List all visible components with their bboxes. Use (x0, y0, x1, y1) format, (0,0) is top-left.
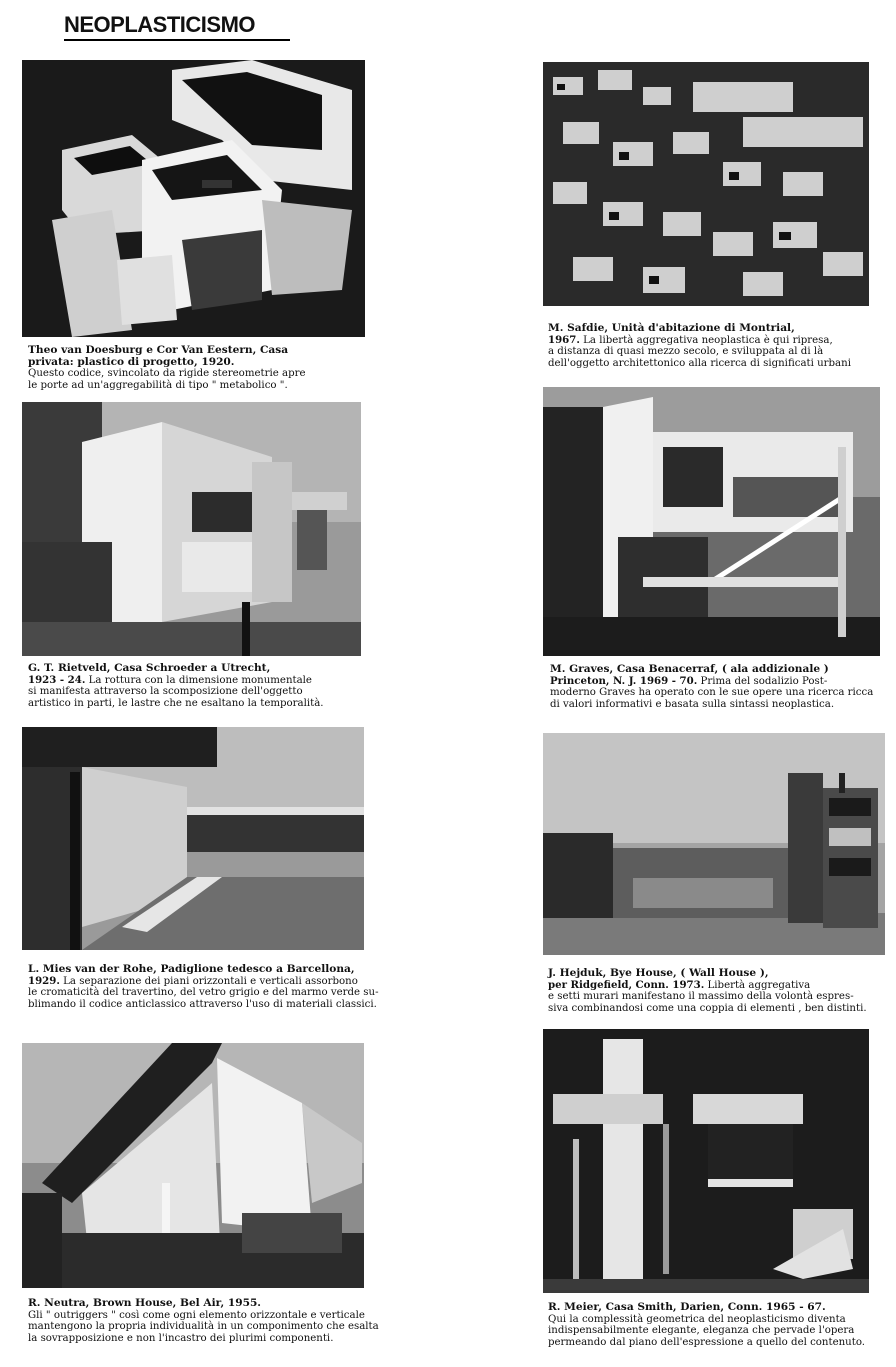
caption-body: La rottura con la dimensione monumentale (85, 674, 312, 686)
caption-heading: Princeton, N. J. 1969 - 70. (550, 674, 698, 687)
caption-heading: L. Mies van der Rohe, Padiglione tedesco a Barcellona, (28, 963, 355, 975)
caption-heading: 1967. (548, 333, 580, 346)
caption-heading: M. Graves, Casa Benacerraf, ( ala addizionale ) (550, 663, 829, 675)
caption-body: blimando il codice anticlassico attraverso l'uso di materiali classici. (28, 998, 377, 1010)
caption-heading: privata: plastico di progetto, 1920. (28, 355, 235, 368)
caption-mies (28, 964, 393, 1010)
caption-heading: per Ridgefield, Conn. 1973. (548, 978, 705, 991)
caption-graves (550, 664, 890, 710)
caption-body: Libertà aggregativa (704, 979, 811, 991)
photo-rietveld-schroeder (22, 402, 361, 656)
page-title: NEOPLASTICISMO (64, 12, 290, 41)
caption-safdie (548, 323, 888, 369)
caption-body: di valori informativi e basata sulla sintassi neoplastica. (550, 698, 835, 710)
caption-body: e setti murari manifestano il massimo della volontà espres- (548, 991, 854, 1003)
caption-heading: 1923 - 24. (28, 673, 86, 686)
caption-body: indispensabilmente elegante, eleganza che pervade l'opera (548, 1325, 855, 1337)
caption-heading: R. Meier, Casa Smith, Darien, Conn. 1965 - 67. (548, 1301, 826, 1313)
photo-van-doesburg-model (22, 60, 365, 337)
photo-safdie-habitat (543, 62, 869, 306)
caption-body: artistico in parti, le lastre che ne esaltano la temporalità. (28, 697, 324, 709)
caption-body: le porte ad un'aggregabilità di tipo " metabolico ". (28, 379, 288, 391)
photo-hejduk-wall-house (543, 733, 885, 955)
caption-body: La libertà aggregativa neoplastica è qui ripresa, (579, 334, 833, 346)
caption-body: moderno Graves ha operato con le sue opere una ricerca ricca (550, 687, 874, 699)
photo-graves-benacerraf (543, 387, 880, 656)
caption-meier (548, 1302, 888, 1348)
caption-heading: G. T. Rietveld, Casa Schroeder a Utrecht, (28, 662, 271, 674)
caption-body: la sovrapposizione e non l'incastro dei plurimi componenti. (28, 1332, 334, 1344)
photo-meier-smith-house (543, 1029, 869, 1293)
caption-body: dell'oggetto architettonico alla ricerca di significati urbani (548, 357, 851, 369)
caption-body: Prima del sodalizio Post- (697, 675, 828, 687)
caption-heading: R. Neutra, Brown House, Bel Air, 1955. (28, 1297, 261, 1309)
caption-heading: J. Hejduk, Bye House, ( Wall House ), (548, 967, 769, 979)
caption-body: si manifesta attraverso la scomposizione dell'oggetto (28, 686, 303, 698)
caption-van-doesburg (28, 345, 388, 391)
caption-heading: Theo van Doesburg e Cor Van Eestern, Casa (28, 344, 289, 356)
caption-hejduk (548, 968, 868, 1014)
caption-body: Gli " outriggers " così come ogni elemento orizzontale e verticale (28, 1309, 365, 1321)
photo-neutra-brown-house (22, 1043, 364, 1288)
caption-body: le cromaticità del travertino, del vetro grigio e del marmo verde su- (28, 987, 379, 999)
caption-heading: M. Safdie, Unità d'abitazione di Montrial, (548, 322, 795, 334)
caption-body: Questo codice, svincolato da rigide stereometrie apre (28, 368, 306, 380)
caption-body: mantengono la propria individualità in un componimento che esalta (28, 1321, 379, 1333)
caption-body: a distanza di quasi mezzo secolo, e sviluppata al di là (548, 346, 824, 358)
caption-neutra (28, 1298, 388, 1344)
caption-body: permeando dal piano dell'espressione a quello del contenuto. (548, 1336, 866, 1348)
caption-rietveld (28, 663, 388, 709)
caption-body: Qui la complessità geometrica del neoplasticismo diventa (548, 1313, 846, 1325)
caption-heading: 1929. (28, 974, 60, 987)
caption-body: siva combinandosi come una coppia di elementi , ben distinti. (548, 1002, 867, 1014)
photo-mies-barcelona (22, 727, 364, 950)
caption-body: La separazione dei piani orizzontali e verticali assorbono (59, 975, 358, 987)
